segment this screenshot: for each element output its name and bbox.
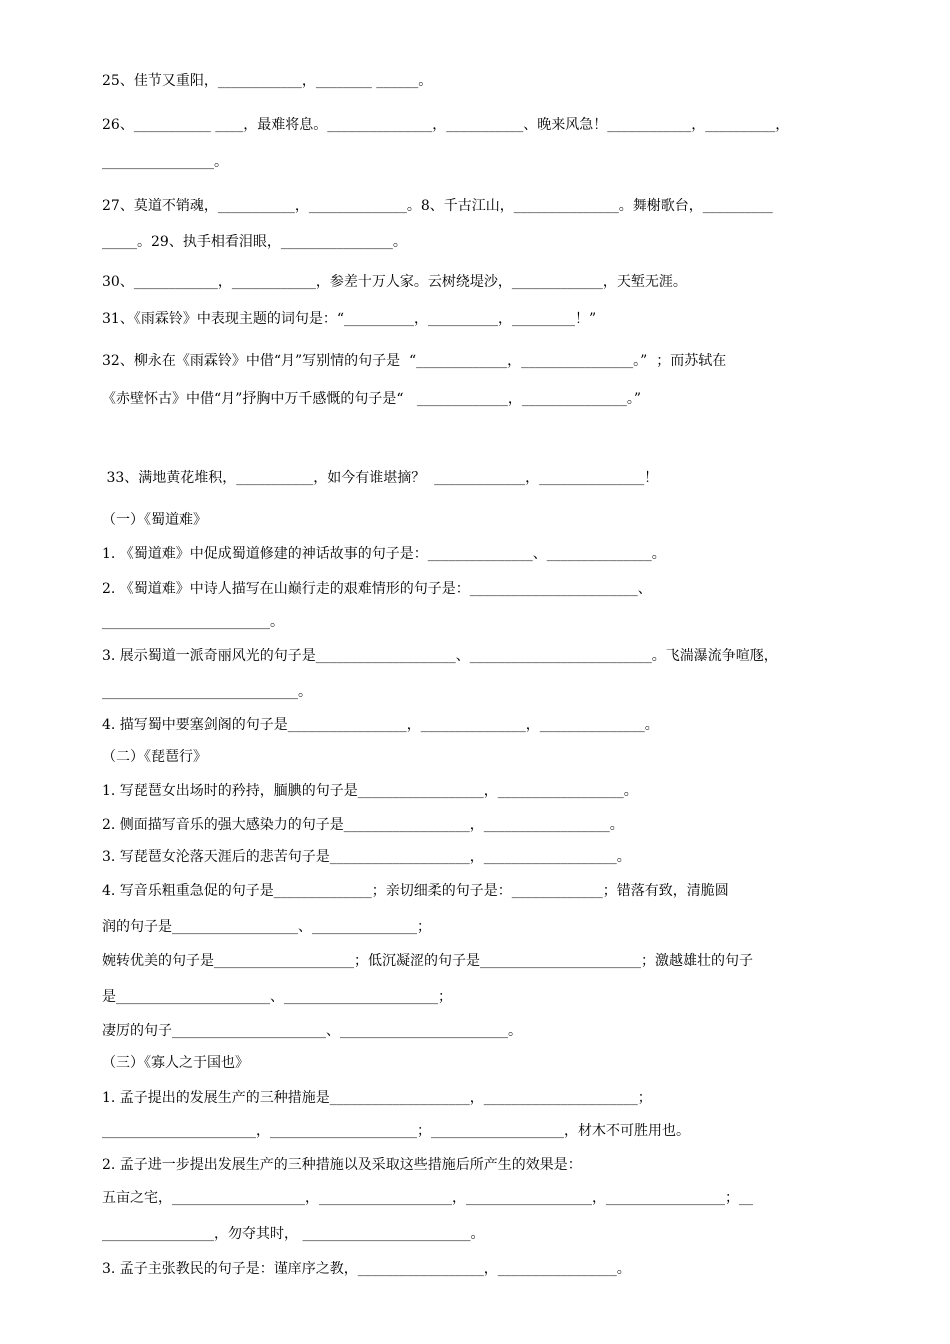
- shudaonan-q2: 2. 《蜀道难》中诗人描写在山巅行走的艰难情形的句子是：________________________、: [102, 581, 652, 597]
- q27-line: 27、莫道不销魂，___________，______________。8、千古江山，_______________。舞榭歌台，__________: [102, 198, 773, 214]
- pipaxing-q4-cont3: 是______________________、______________________；: [102, 989, 452, 1005]
- shudaonan-q3-cont: ____________________________。: [102, 684, 312, 700]
- pipaxing-q4-cont2: 婉转优美的句子是____________________；低沉凝涩的句子是_______________________；激越雄壮的句子: [102, 953, 753, 969]
- pipaxing-q4-cont4: 凄厉的句子______________________、________________________。: [102, 1023, 522, 1039]
- section-guaren-heading: （三）《寡人之于国也》: [102, 1055, 249, 1071]
- guaren-q1-cont: ______________________，_____________________；___________________，材木不可胜用也。: [102, 1123, 690, 1139]
- section-pipaxing-heading: （二）《琵琶行》: [102, 749, 207, 765]
- pipaxing-q1: 1. 写琵琶女出场时的矜持，腼腆的句子是__________________，__________________。: [102, 783, 638, 799]
- section-shudaonan-heading: （一）《蜀道难》: [102, 512, 207, 528]
- shudaonan-q2-cont: ________________________。: [102, 614, 284, 630]
- guaren-q3: 3. 孟子主张教民的句子是：谨庠序之教，__________________，_________________。: [102, 1261, 631, 1277]
- shudaonan-q3: 3. 展示蜀道一派奇丽风光的句子是____________________、__________________________。飞湍瀑流争喧豗，: [102, 648, 778, 664]
- pipaxing-q2: 2. 侧面描写音乐的强大感染力的句子是__________________，__________________。: [102, 817, 624, 833]
- q25-line: 25、佳节又重阳，____________，________ ______。: [102, 73, 433, 89]
- q33-line: 33、满地黄花堆积，___________，如今有谁堪摘？ _____________，_______________！: [102, 470, 659, 486]
- q32-line: 32、柳永在《雨霖铃》中借“月”写别情的句子是 “_____________，________________。” ；而苏轼在: [102, 353, 727, 369]
- guaren-q2: 2. 孟子进一步提出发展生产的三种措施以及采取这些措施后所产生的效果是：: [102, 1157, 582, 1173]
- pipaxing-q4: 4. 写音乐粗重急促的句子是______________；亲切细柔的句子是：_____________；错落有致，清脆圆: [102, 883, 729, 899]
- q26-line: 26、___________ ____，最难将息。_______________，___________、晚来风急！____________，__________，: [102, 117, 790, 133]
- q26-line-cont: ________________。: [102, 154, 228, 170]
- shudaonan-q1: 1. 《蜀道难》中促成蜀道修建的神话故事的句子是：_______________、_______________。: [102, 546, 666, 562]
- pipaxing-q4-cont1: 润的句子是__________________、_______________；: [102, 919, 431, 935]
- q29-line: _____。29、执手相看泪眼，________________。: [102, 234, 407, 250]
- q32-line-cont: 《赤壁怀古》中借“月”抒胸中万千感慨的句子是“ _____________，_______________。”: [102, 391, 641, 407]
- guaren-q2-cont1: 五亩之宅，___________________，___________________，__________________，_________________；__: [102, 1190, 753, 1206]
- q30-line: 30、____________，____________，参差十万人家。云树绕堤沙，_____________，天堑无涯。: [102, 274, 687, 290]
- shudaonan-q4: 4. 描写蜀中要塞剑阁的句子是_________________，_______________，_______________。: [102, 717, 659, 733]
- guaren-q2-cont2: ________________，勿夺其时， ________________________。: [102, 1226, 485, 1242]
- pipaxing-q3: 3. 写琵琶女沦落天涯后的悲苦句子是____________________，___________________。: [102, 849, 631, 865]
- q31-line: 31、《雨霖铃》中表现主题的词句是：“__________，__________，_________！”: [102, 311, 597, 327]
- guaren-q1: 1. 孟子提出的发展生产的三种措施是____________________，______________________；: [102, 1090, 652, 1106]
